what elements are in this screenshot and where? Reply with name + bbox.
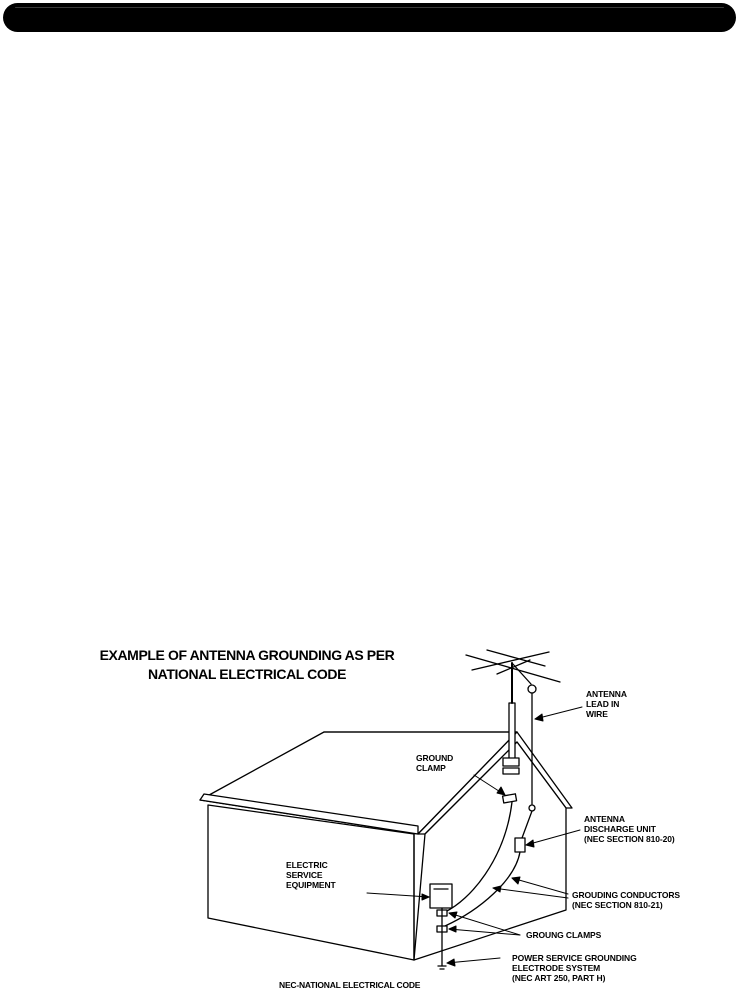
- label-ground-clamps: [526, 930, 601, 940]
- label-antenna-discharge-unit-line-1: ANTENNA: [584, 814, 625, 824]
- label-antenna-discharge-unit-line-3: (NEC SECTION 810-20): [584, 834, 675, 844]
- label-electric-service-equipment-line-3: EQUIPMENT: [286, 880, 336, 890]
- label-grounding-conductors-line-1: GROUDING CONDUCTORS: [572, 890, 680, 900]
- label-ground-clamps-line-1: GROUNG CLAMPS: [526, 930, 602, 940]
- label-ground-clamp-line-1: GROUND: [416, 753, 454, 763]
- label-ground-clamp: [416, 753, 453, 773]
- label-antenna-lead-in-wire-line-1: ANTENNA: [586, 689, 627, 699]
- label-power-service-grounding-line-3: (NEC ART 250, PART H): [512, 973, 606, 983]
- label-grounding-conductors-line-2: (NEC SECTION 810-21): [572, 900, 663, 910]
- diagram-footer-note: NEC-NATIONAL ELECTRICAL CODE: [279, 980, 421, 990]
- label-antenna-discharge-unit-line-2: DISCHARGE UNIT: [584, 824, 656, 834]
- label-power-service-grounding-line-1: POWER SERVICE GROUNDING: [512, 953, 637, 963]
- diagram-title-line-2: NATIONAL ELECTRICAL CODE: [147, 666, 347, 682]
- label-electric-service-equipment-line-2: SERVICE: [286, 870, 323, 880]
- label-power-service-grounding-line-2: ELECTRODE SYSTEM: [512, 963, 601, 973]
- label-antenna-lead-in-wire-line-2: LEAD IN: [586, 699, 620, 709]
- antenna-mast: [503, 663, 519, 774]
- diagram-title-line-1: EXAMPLE OF ANTENNA GROUNDING AS PER: [99, 647, 395, 663]
- electric-service-box: [430, 884, 452, 908]
- label-electric-service-equipment-line-1: ELECTRIC: [286, 860, 328, 870]
- label-ground-clamp-line-2: CLAMP: [416, 763, 446, 773]
- discharge-unit-box: [515, 838, 525, 852]
- label-antenna-lead-in-wire-line-3: WIRE: [586, 709, 608, 719]
- label-grounding-conductors: [572, 890, 680, 910]
- label-antenna-discharge-unit: [584, 814, 675, 844]
- label-electric-service-equipment: [286, 860, 336, 890]
- label-power-service-grounding: [512, 953, 637, 983]
- label-antenna-lead-in-wire: [586, 689, 627, 719]
